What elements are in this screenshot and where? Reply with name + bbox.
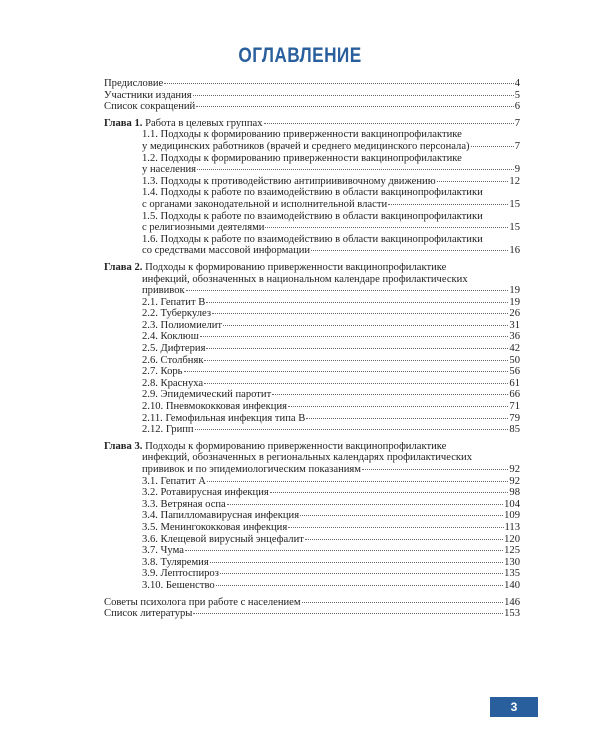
toc-page-number: 85: [509, 424, 520, 436]
toc-page-number: 98: [509, 487, 520, 499]
toc-entry-text: Участники издания: [104, 89, 192, 101]
toc-leader-dots: [207, 480, 509, 482]
toc-entry[interactable]: [104, 297, 520, 309]
toc-leader-dots: [193, 94, 514, 96]
toc-leader-dots: [197, 168, 514, 170]
toc-entry[interactable]: [104, 90, 520, 102]
toc-page-number: 125: [504, 545, 520, 557]
toc-entry-text: прививок и по эпидемиологическим показаниям: [142, 464, 361, 475]
toc-page-number: 31: [509, 319, 520, 331]
toc-entry-text: с органами законодательной и исполнительной власти: [142, 198, 388, 210]
toc-entry[interactable]: [104, 78, 520, 90]
toc-entry-line: 1.6. Подходы к работе по взаимодействию в области вакцинопрофилактики: [142, 233, 483, 245]
toc-entry[interactable]: [104, 285, 520, 297]
toc-entry-text: 2.4. Коклюш: [142, 331, 199, 343]
toc-page-number: 5: [514, 89, 520, 101]
toc-entry-text: 3.1. Гепатит А: [142, 475, 206, 487]
toc-leader-dots: [305, 538, 503, 540]
toc-page-number: 153: [504, 608, 520, 620]
toc-page-number: 16: [509, 245, 520, 257]
toc-entry[interactable]: [104, 378, 520, 390]
chapter-title: Подходы к формированию приверженности вакцинопрофилактике: [145, 440, 447, 452]
chapter-title: Подходы к формированию приверженности вакцинопрофилактике: [145, 261, 447, 273]
toc-entry[interactable]: [104, 608, 520, 620]
toc-page-number: 66: [509, 389, 520, 401]
toc-entry-line: 1.4. Подходы к работе по взаимодействию в области вакцинопрофилактики: [142, 187, 483, 199]
toc-page-number: 4: [514, 78, 520, 89]
toc-entry[interactable]: [104, 413, 520, 425]
toc-leader-dots: [212, 312, 508, 314]
toc-page-number: 7: [514, 140, 520, 152]
toc-chapter-entry[interactable]: [104, 118, 520, 130]
toc-leader-dots: [206, 347, 508, 349]
toc-entry[interactable]: [104, 366, 520, 378]
toc-entry-line: 1.1. Подходы к формированию приверженности вакцинопрофилактике: [142, 129, 462, 141]
table-of-contents: [104, 78, 520, 620]
toc-entry[interactable]: [104, 141, 520, 153]
chapter-title-line: инфекций, обозначенных в национальном календаре профилактических: [142, 273, 468, 285]
toc-entry-text: 3.2. Ротавирусная инфекция: [142, 487, 269, 499]
toc-entry[interactable]: [104, 487, 520, 499]
toc-entry[interactable]: [104, 499, 520, 511]
toc-entry[interactable]: [104, 568, 520, 580]
toc-page-number: 109: [504, 510, 520, 522]
toc-page-number: 9: [514, 164, 520, 176]
toc-entry[interactable]: [104, 331, 520, 343]
toc-entry[interactable]: [104, 424, 520, 436]
toc-entry-text: 2.6. Столбняк: [142, 354, 204, 366]
toc-entry-line: 1.2. Подходы к формированию приверженности вакцинопрофилактике: [142, 152, 462, 164]
toc-entry[interactable]: [104, 308, 520, 320]
toc-entry-text: 2.11. Гемофильная инфекция типа В: [142, 412, 306, 424]
toc-leader-dots: [288, 526, 503, 528]
toc-page-number: 120: [504, 533, 520, 545]
toc-chapter-heading[interactable]: [104, 262, 520, 274]
page-title: ОГЛАВЛЕНИЕ: [238, 44, 362, 67]
toc-page-number: 113: [504, 521, 520, 533]
toc-entry[interactable]: [104, 522, 520, 534]
toc-entry-text: 2.1. Гепатит В: [142, 296, 206, 308]
toc-page-number: 6: [514, 101, 520, 113]
toc-page-number: 12: [509, 175, 520, 187]
toc-entry[interactable]: [104, 222, 520, 234]
toc-entry-text: со средствами массовой информации: [142, 245, 311, 257]
chapter-label: Глава 2.: [104, 261, 143, 273]
toc-entry[interactable]: [104, 464, 520, 476]
toc-page-number: 92: [509, 475, 520, 487]
toc-leader-dots: [193, 612, 503, 614]
toc-entry-text: Список сокращений: [104, 101, 196, 113]
toc-entry[interactable]: [104, 355, 520, 367]
toc-entry[interactable]: [104, 401, 520, 413]
toc-entry-text: 2.8. Краснуха: [142, 377, 204, 389]
toc-entry[interactable]: [104, 389, 520, 401]
toc-page-number: 19: [509, 296, 520, 308]
chapter-title: Работа в целевых группах: [145, 117, 263, 129]
toc-leader-dots: [200, 335, 509, 337]
toc-leader-dots: [216, 584, 503, 586]
toc-page-number: 135: [504, 568, 520, 580]
chapter-label: Глава 3.: [104, 440, 143, 452]
toc-entry[interactable]: [104, 597, 520, 609]
toc-entry-text: 2.10. Пневмококковая инфекция: [142, 401, 287, 413]
toc-page-number: 79: [509, 412, 520, 424]
toc-page-number: 15: [509, 198, 520, 210]
toc-leader-dots: [272, 393, 508, 395]
toc-entry[interactable]: [104, 534, 520, 546]
toc-leader-dots: [210, 561, 503, 563]
toc-entry-text: 1.3. Подходы к противодействию антиприививочному движению: [142, 175, 436, 187]
chapter-label: Глава 1.: [104, 117, 143, 129]
toc-entry[interactable]: [104, 245, 520, 257]
toc-entry-text: 2.3. Полиомиелит: [142, 319, 223, 331]
toc-leader-dots: [223, 324, 508, 326]
toc-entry[interactable]: [104, 510, 520, 522]
toc-entry-text: 2.2. Туберкулез: [142, 308, 212, 320]
toc-entry[interactable]: [104, 580, 520, 592]
toc-entry-text: 2.9. Эпидемический паротит: [142, 389, 272, 401]
toc-page-number: 42: [509, 343, 520, 355]
toc-entry-text: с религиозными деятелями: [142, 222, 265, 234]
toc-page-number: 36: [509, 331, 520, 343]
toc-page-number: 50: [509, 354, 520, 366]
toc-page-number: 92: [509, 464, 520, 475]
toc-entry-text: у медицинских работников (врачей и среднего медицинского персонала): [142, 140, 470, 152]
toc-chapter-heading[interactable]: [104, 441, 520, 453]
toc-leader-dots: [471, 145, 514, 147]
toc-entry-text: 3.3. Ветряная оспа: [142, 498, 226, 510]
toc-leader-dots: [227, 503, 503, 505]
toc-page-number: 61: [509, 377, 520, 389]
toc-leader-dots: [300, 514, 503, 516]
toc-entry[interactable]: [104, 176, 520, 188]
toc-page-number: 19: [509, 285, 520, 297]
toc-entry-text: Список литературы: [104, 608, 193, 620]
toc-leader-dots: [265, 226, 508, 228]
toc-entry[interactable]: [104, 164, 520, 176]
toc-entry[interactable]: [104, 545, 520, 557]
toc-entry-line: 1.5. Подходы к работе по взаимодействию в области вакцинопрофилактики: [142, 210, 483, 222]
toc-entry[interactable]: [104, 199, 520, 211]
toc-entry-text: 2.5. Дифтерия: [142, 343, 206, 355]
toc-page-number: 140: [504, 579, 520, 591]
toc-entry-text: прививок: [142, 285, 185, 297]
toc-page-number: 130: [504, 556, 520, 568]
toc-leader-dots: [204, 359, 508, 361]
toc-entry-text: Советы психолога при работе с населением: [104, 596, 301, 608]
toc-leader-dots: [311, 249, 508, 251]
toc-leader-dots: [196, 105, 513, 107]
toc-page-number: 7: [514, 117, 520, 129]
toc-entry-text: Предисловие: [104, 78, 164, 89]
toc-leader-dots: [288, 405, 508, 407]
toc-leader-dots: [164, 82, 513, 84]
toc-leader-dots: [306, 417, 508, 419]
toc-entry-text: 3.4. Папилломавирусная инфекция: [142, 510, 300, 522]
toc-entry[interactable]: [104, 476, 520, 488]
toc-entry[interactable]: [104, 101, 520, 113]
chapter-title-line: инфекций, обозначенных в региональных календарях профилактических: [142, 452, 473, 464]
toc-entry-text: у населения: [142, 164, 197, 176]
toc-page-number: 104: [504, 498, 520, 510]
page-number-badge: 3: [490, 697, 538, 717]
toc-page-number: 15: [509, 222, 520, 234]
toc-entry-text: 3.5. Менингококковая инфекция: [142, 521, 288, 533]
toc-leader-dots: [362, 468, 508, 470]
toc-entry-text: 3.8. Туляремия: [142, 556, 209, 568]
toc-entry[interactable]: [104, 343, 520, 355]
toc-leader-dots: [186, 289, 509, 291]
toc-entry-text: 3.9. Лептоспироз: [142, 568, 219, 580]
toc-leader-dots: [185, 549, 503, 551]
toc-page-number: 26: [509, 308, 520, 320]
toc-page-number: 71: [509, 401, 520, 413]
toc-entry[interactable]: [104, 320, 520, 332]
toc-entry-text: 2.12. Грипп: [142, 424, 194, 436]
toc-leader-dots: [437, 180, 509, 182]
toc-entry-text: 3.6. Клещевой вирусный энцефалит: [142, 533, 304, 545]
toc-page-number: 56: [509, 366, 520, 378]
toc-entry-text: 2.7. Корь: [142, 366, 183, 378]
toc-leader-dots: [388, 203, 508, 205]
toc-leader-dots: [220, 572, 503, 574]
toc-leader-dots: [195, 428, 509, 430]
toc-leader-dots: [206, 301, 508, 303]
toc-leader-dots: [270, 491, 509, 493]
toc-page-number: 146: [504, 596, 520, 608]
toc-entry-text: 3.7. Чума: [142, 545, 184, 557]
toc-leader-dots: [302, 601, 504, 603]
toc-leader-dots: [204, 382, 508, 384]
toc-entry-text: 3.10. Бешенство: [142, 579, 215, 591]
toc-leader-dots: [184, 370, 509, 372]
toc-entry[interactable]: [104, 557, 520, 569]
toc-leader-dots: [264, 122, 514, 124]
